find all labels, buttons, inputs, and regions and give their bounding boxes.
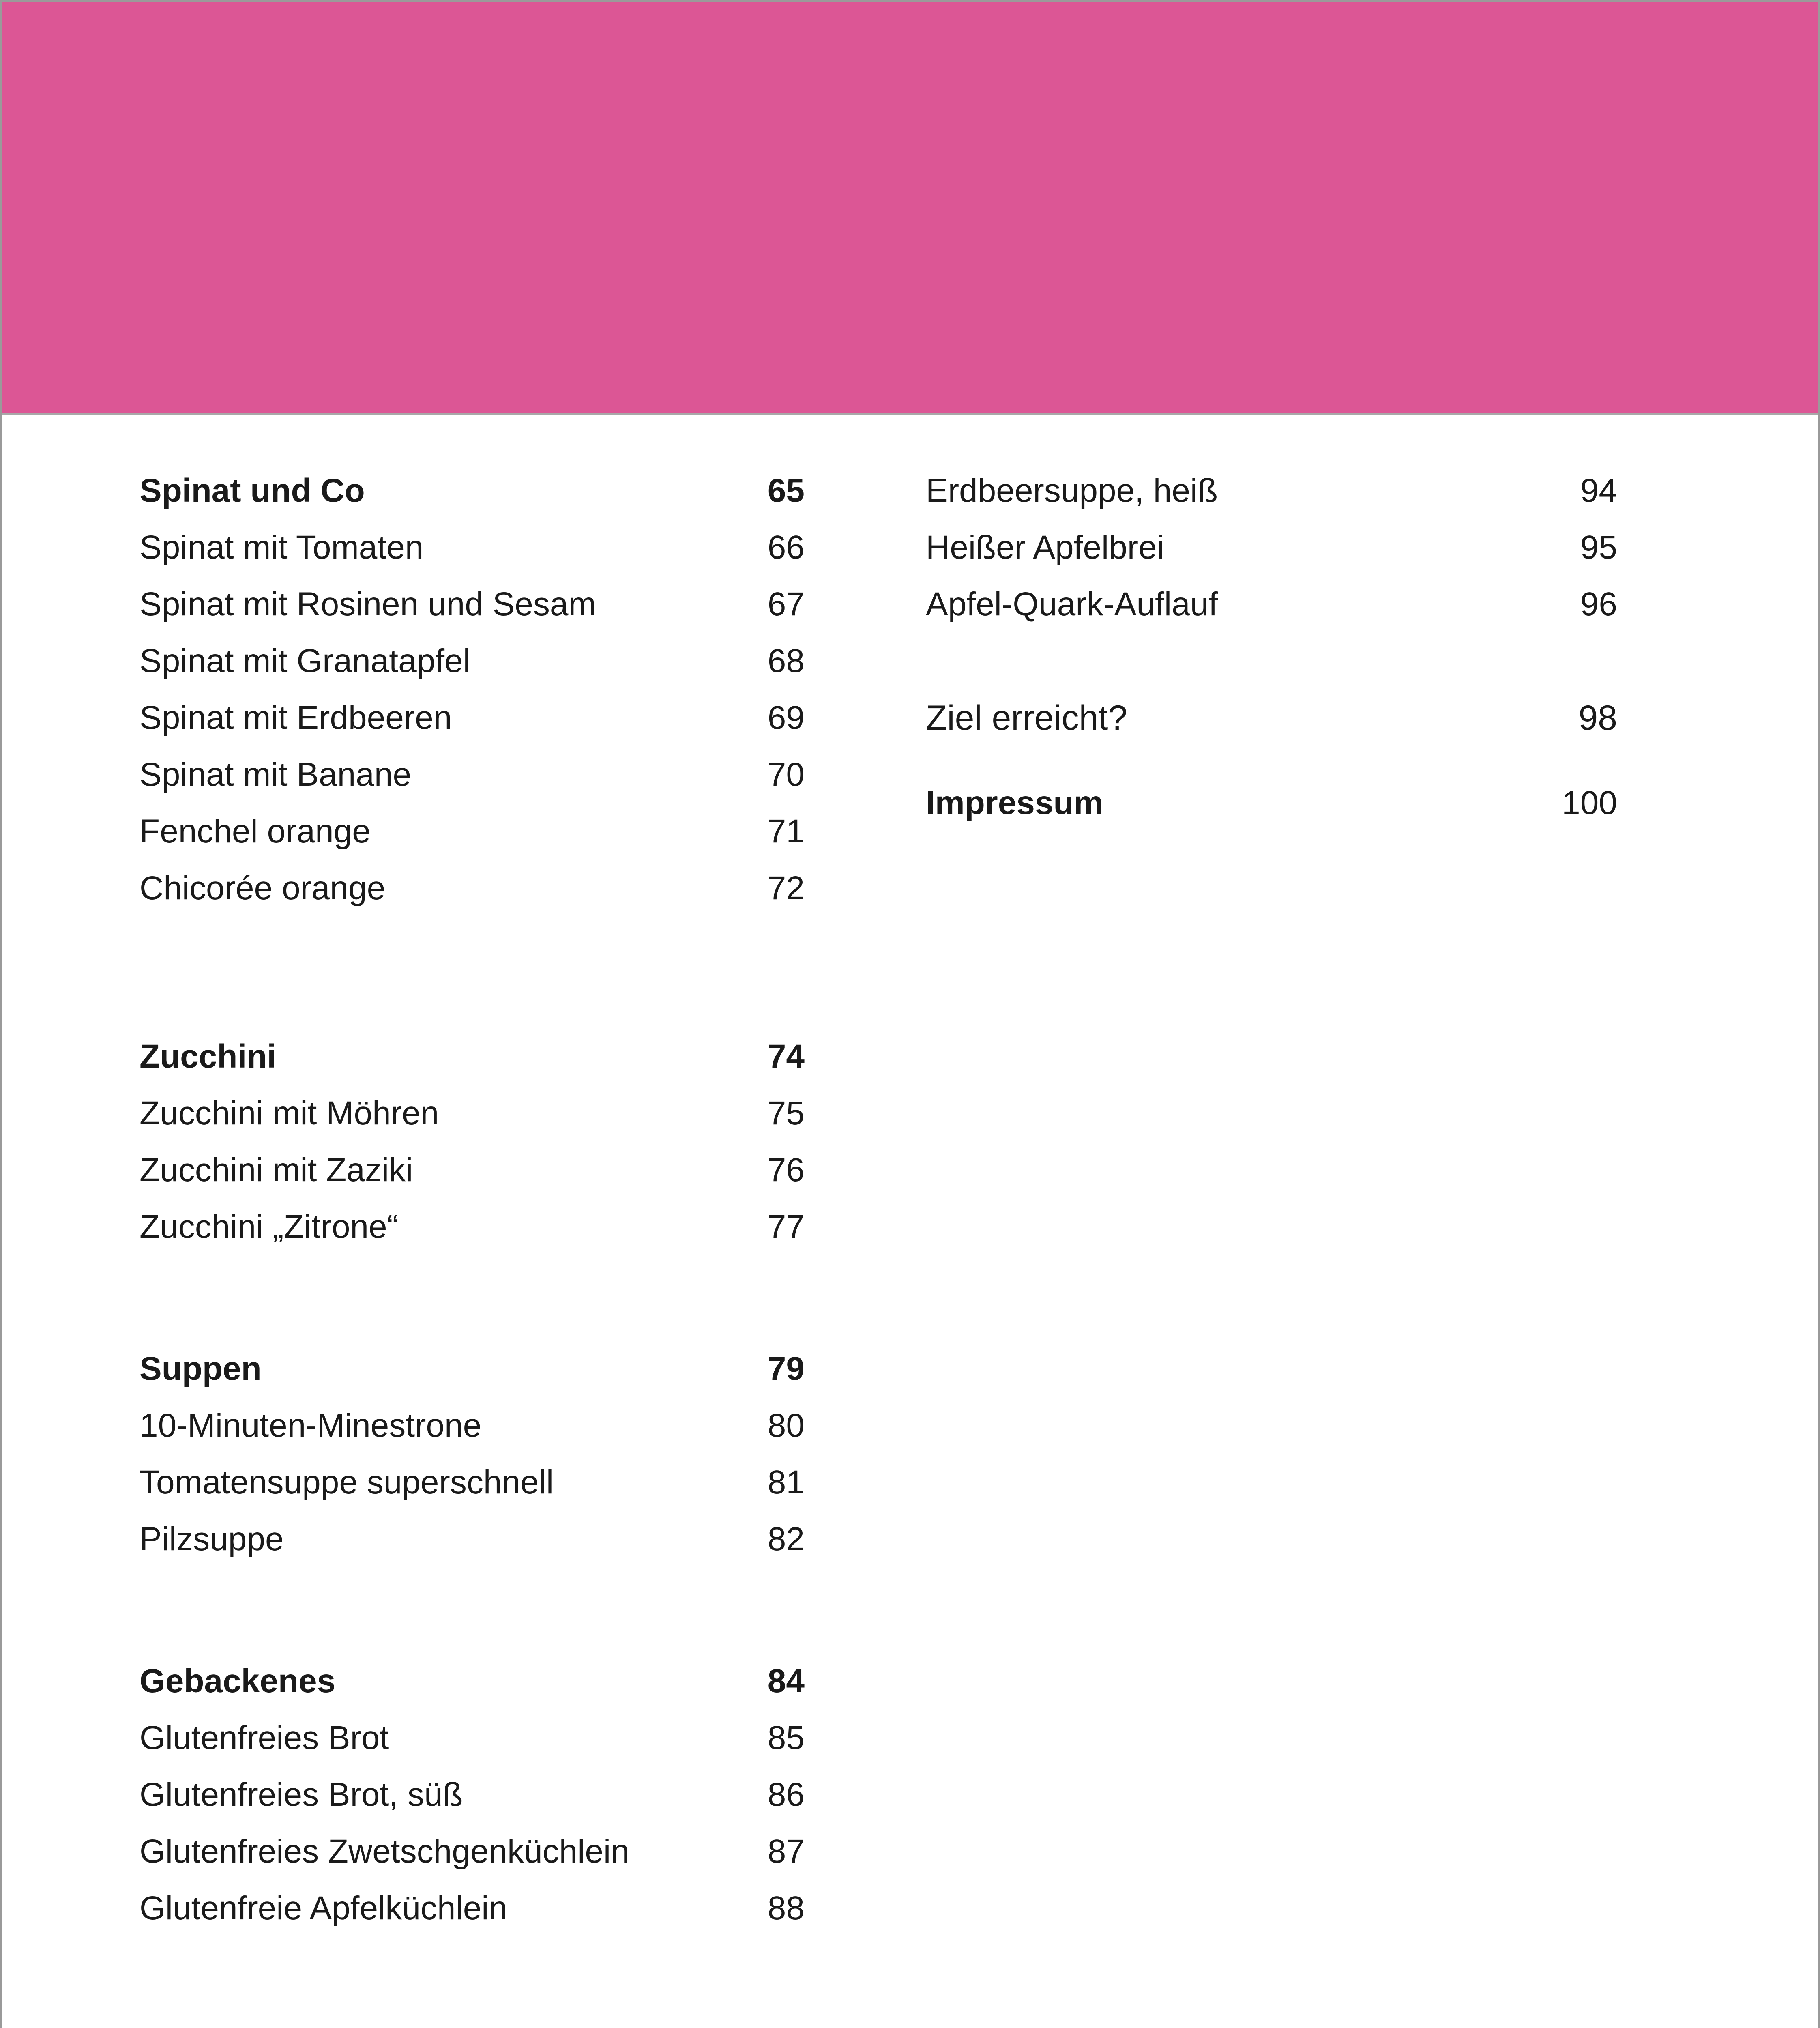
toc-entry-page: 72 [767,870,805,907]
toc-entry-title: Glutenfreies Zwetschgenküchlein [140,1833,629,1870]
toc-entry[interactable] [140,746,805,803]
toc-heading[interactable] [140,1028,805,1085]
toc-entry-page: 98 [1578,698,1617,737]
toc-entry-title: Spinat mit Tomaten [140,529,424,566]
toc-section-spinat [140,462,805,917]
toc-heading-title: Suppen [140,1350,262,1387]
toc-entry-title: 10-Minuten-Minestrone [140,1407,482,1444]
toc-left-column [140,462,805,2028]
toc-entry-title: Heißer Apfelbrei [926,529,1164,566]
toc-entry[interactable] [140,1085,805,1142]
toc-entry-page: 77 [767,1208,805,1245]
toc-entry-page: 86 [767,1776,805,1813]
toc-heading[interactable] [140,2022,805,2028]
toc-section-zucchini [140,1028,805,1255]
toc-heading-page [768,2022,805,2028]
toc-entry[interactable] [140,576,805,633]
toc-entry[interactable] [140,1397,805,1454]
toc-entry[interactable] [926,519,1617,576]
toc-heading-title: Impressum [926,784,1103,821]
toc-entry-page: 85 [767,1719,805,1756]
toc-entry-page: 76 [767,1151,805,1188]
toc-right-column [926,462,1617,831]
toc-entry-title: Apfel-Quark-Auflauf [926,586,1218,623]
toc-heading-title: Zucchini [140,1038,277,1075]
toc-entry-title: Fenchel orange [140,813,371,850]
toc-entry[interactable] [140,1142,805,1199]
toc-entry-page: 71 [767,813,805,850]
toc-heading-page: 84 [767,1663,805,1699]
toc-heading[interactable] [140,462,805,519]
toc-entry-title: Glutenfreie Apfelküchlein [140,1890,508,1927]
toc-entry[interactable] [926,462,1617,519]
toc-heading-title: Gebackenes [140,1663,336,1699]
toc-entry-page: 67 [767,586,805,623]
toc-entry-page: 95 [1580,529,1617,566]
toc-heading-page: 100 [1562,784,1617,821]
toc-entry-title: Spinat mit Erdbeeren [140,699,452,736]
toc-entry[interactable] [140,1511,805,1568]
header-band [2,2,1818,415]
toc-entry[interactable] [140,519,805,576]
toc-entry-title: Glutenfreies Brot, süß [140,1776,463,1813]
toc-section-suppen [140,1341,805,1568]
toc-entry-title: Spinat mit Banane [140,756,412,793]
toc-entry-page: 75 [767,1095,805,1132]
toc-entry[interactable] [140,803,805,860]
toc-entry-title: Zucchini mit Zaziki [140,1151,413,1188]
toc-entry-title: Spinat mit Rosinen und Sesam [140,586,596,623]
toc-entry-page: 81 [767,1464,805,1501]
toc-entry-title: Glutenfreies Brot [140,1719,389,1756]
toc-entry-title: Ziel erreicht? [926,698,1128,737]
toc-entry[interactable] [140,1199,805,1255]
toc-entry-page: 69 [767,699,805,736]
toc-entry[interactable] [140,1710,805,1766]
toc-entry[interactable] [140,860,805,917]
toc-entry-title: Zucchini mit Möhren [140,1095,439,1132]
toc-entry-page: 94 [1580,472,1617,509]
toc-entry[interactable] [140,633,805,690]
toc-entry-title: Chicorée orange [140,870,386,907]
toc-entry-title: Tomatensuppe superschnell [140,1464,554,1501]
toc-section-continued [926,462,1617,633]
toc-heading[interactable] [140,1653,805,1710]
toc-heading-title [140,2022,239,2028]
toc-entry-title: Erdbeersuppe, heiß [926,472,1218,509]
toc-heading-page: 65 [767,472,805,509]
toc-section-suesses [140,2022,805,2028]
toc-heading-page: 79 [767,1350,805,1387]
toc-entry-page: 88 [767,1890,805,1927]
toc-entry-page: 87 [767,1833,805,1870]
toc-entry-page: 80 [767,1407,805,1444]
toc-entry[interactable] [140,1454,805,1511]
toc-entry-title: Zucchini „Zitrone“ [140,1208,398,1245]
toc-entry-page: 96 [1580,586,1617,623]
toc-entry[interactable] [140,690,805,746]
toc-heading-title: Spinat und Co [140,472,365,509]
toc-entry[interactable] [140,1880,805,1937]
toc-entry-page: 68 [767,642,805,679]
toc-entry[interactable] [140,1823,805,1880]
toc-entry-page: 82 [767,1521,805,1558]
toc-entry-page: 70 [767,756,805,793]
toc-heading-page: 74 [767,1038,805,1075]
toc-entry-ziel[interactable] [926,690,1617,746]
toc-entry-page: 66 [767,529,805,566]
toc-section-gebackenes [140,1653,805,1937]
toc-heading[interactable] [140,1341,805,1397]
toc-entry[interactable] [140,1766,805,1823]
toc-entry-title: Spinat mit Granatapfel [140,642,470,679]
toc-entry[interactable] [926,576,1617,633]
toc-heading-impressum[interactable] [926,775,1617,831]
toc-entry-title: Pilzsuppe [140,1521,284,1558]
